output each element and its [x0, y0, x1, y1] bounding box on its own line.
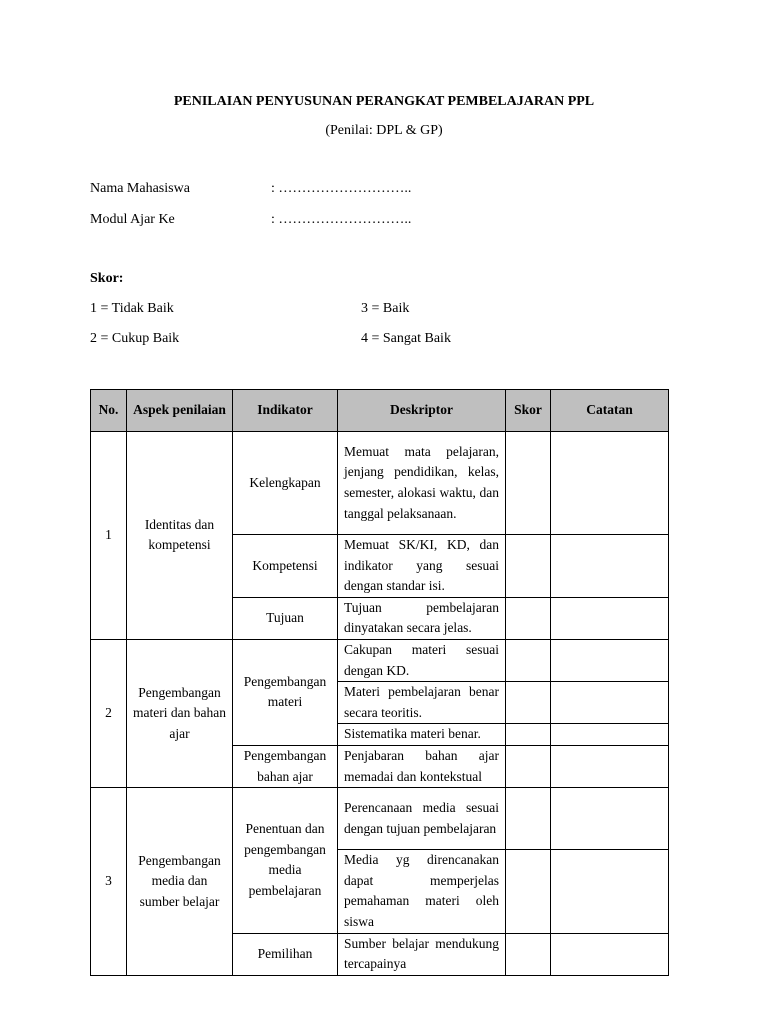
indikator-cell: Pengembangan bahan ajar: [233, 745, 338, 787]
deskriptor-cell: Perencanaan media sesuai dengan tujuan pembelajaran: [338, 788, 506, 850]
skor-cell[interactable]: [506, 850, 551, 933]
row-number: 2: [91, 639, 127, 787]
catatan-cell[interactable]: [551, 745, 669, 787]
row-number: 1: [91, 432, 127, 640]
skor-cell[interactable]: [506, 535, 551, 598]
aspek-cell: Pengembangan media dan sumber belajar: [127, 788, 233, 976]
skor-cell[interactable]: [506, 788, 551, 850]
col-header-catatan: Catatan: [551, 390, 669, 432]
col-header-no: No.: [91, 390, 127, 432]
catatan-cell[interactable]: [551, 535, 669, 598]
deskriptor-cell: Tujuan pembelajaran dinyatakan secara jelas.: [338, 597, 506, 639]
document-title: PENILAIAN PENYUSUNAN PERANGKAT PEMBELAJARAN PPL: [173, 94, 595, 109]
indikator-cell: Kelengkapan: [233, 432, 338, 535]
table-row: [91, 432, 669, 535]
catatan-cell[interactable]: [551, 639, 669, 681]
field-modul-ajar: [90, 212, 411, 228]
scale-item-1: 1 = Tidak Baik: [90, 301, 174, 316]
skor-cell[interactable]: [506, 432, 551, 535]
scale-item-4: 4 = Sangat Baik: [361, 331, 451, 346]
deskriptor-cell: Sistematika materi benar.: [338, 724, 506, 746]
table-row: [91, 639, 669, 681]
field-value: : ………………………..: [271, 212, 412, 227]
deskriptor-cell: Memuat mata pelajaran, jenjang pendidikan, kelas, semester, alokasi waktu, dan tanggal pelaksanaan.: [338, 432, 506, 535]
row-number: 3: [91, 788, 127, 976]
skor-cell[interactable]: [506, 682, 551, 724]
document-subtitle: (Penilai: DPL & GP): [325, 123, 443, 138]
skor-cell[interactable]: [506, 933, 551, 975]
deskriptor-cell: Memuat SK/KI, KD, dan indikator yang sesuai dengan standar isi.: [338, 535, 506, 598]
catatan-cell[interactable]: [551, 597, 669, 639]
aspek-cell: Pengembangan materi dan bahan ajar: [127, 639, 233, 787]
indikator-cell: Pengembangan materi: [233, 639, 338, 745]
skor-cell[interactable]: [506, 639, 551, 681]
col-header-skor: Skor: [506, 390, 551, 432]
deskriptor-cell: Media yg direncanakan dapat memperjelas pemahaman materi oleh siswa: [338, 850, 506, 933]
catatan-cell[interactable]: [551, 432, 669, 535]
catatan-cell[interactable]: [551, 682, 669, 724]
field-label: Nama Mahasiswa: [90, 181, 190, 196]
scoring-title: Skor:: [90, 271, 124, 286]
indikator-cell: Pemilihan: [233, 933, 338, 975]
col-header-indikator: Indikator: [233, 390, 338, 432]
deskriptor-cell: Sumber belajar mendukung tercapainya: [338, 933, 506, 975]
skor-cell[interactable]: [506, 724, 551, 746]
field-label: Modul Ajar Ke: [90, 212, 175, 227]
deskriptor-cell: Cakupan materi sesuai dengan KD.: [338, 639, 506, 681]
skor-cell[interactable]: [506, 597, 551, 639]
deskriptor-cell: Materi pembelajaran benar secara teoritis.: [338, 682, 506, 724]
assessment-table: [90, 389, 669, 976]
scale-item-2: 2 = Cukup Baik: [90, 331, 180, 346]
deskriptor-cell: Penjabaran bahan ajar memadai dan kontekstual: [338, 745, 506, 787]
catatan-cell[interactable]: [551, 724, 669, 746]
indikator-cell: Penentuan dan pengembangan media pembelajaran: [233, 788, 338, 933]
catatan-cell[interactable]: [551, 933, 669, 975]
field-value: : ………………………..: [271, 181, 412, 196]
scale-item-3: 3 = Baik: [361, 301, 410, 316]
indikator-cell: Kompetensi: [233, 535, 338, 598]
table-header-row: [91, 390, 669, 432]
field-nama-mahasiswa: [90, 181, 411, 197]
catatan-cell[interactable]: [551, 850, 669, 933]
aspek-cell: Identitas dan kompetensi: [127, 432, 233, 640]
col-header-aspek: Aspek penilaian: [127, 390, 233, 432]
catatan-cell[interactable]: [551, 788, 669, 850]
indikator-cell: Tujuan: [233, 597, 338, 639]
col-header-deskriptor: Deskriptor: [338, 390, 506, 432]
table-row: [91, 788, 669, 850]
skor-cell[interactable]: [506, 745, 551, 787]
